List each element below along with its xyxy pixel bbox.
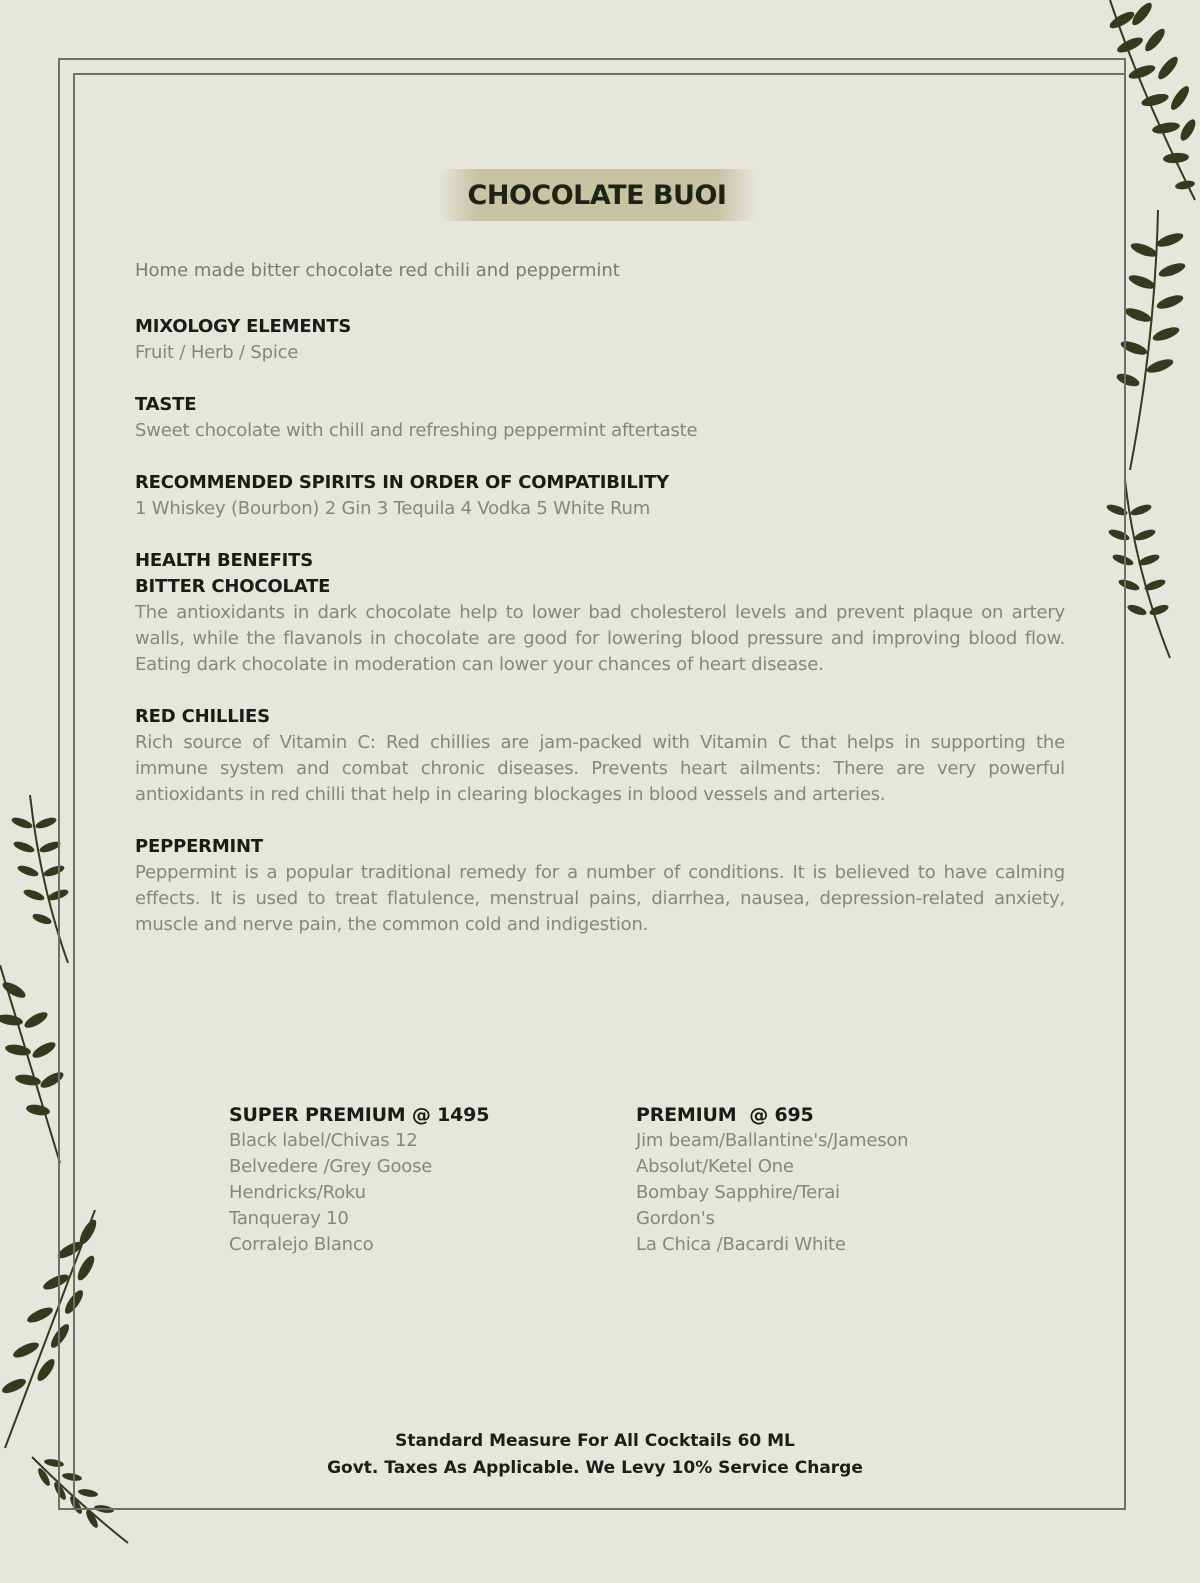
section-taste	[135, 392, 1065, 444]
footer-taxes: Govt. Taxes As Applicable. We Levy 10% Service Charge	[327, 1458, 863, 1478]
section-text: Sweet chocolate with chill and refreshing peppermint aftertaste	[135, 420, 698, 441]
subsection-text: Rich source of Vitamin C: Red chillies are jam-packed with Vitamin C that helps in supporting the immune system and combat chronic diseases. Prevents heart ailments: There are very powerful antioxidants in red chilli that help in clearing blockages in blood vessels and arteries.	[135, 732, 1065, 805]
footer	[0, 1428, 1190, 1482]
health-heading: HEALTH BENEFITS	[135, 550, 314, 571]
price-heading: PREMIUM @ 695	[636, 1104, 814, 1126]
price-item: La Chica /Bacardi White	[636, 1234, 846, 1255]
price-item: Tanqueray 10	[229, 1208, 349, 1229]
price-item: Black label/Chivas 12	[229, 1130, 418, 1151]
section-health-peppermint	[135, 834, 1065, 938]
section-health-chillies	[135, 704, 1065, 808]
price-item: Corralejo Blanco	[229, 1234, 374, 1255]
section-text: 1 Whiskey (Bourbon) 2 Gin 3 Tequila 4 Vodka 5 White Rum	[135, 498, 651, 519]
price-item: Absolut/Ketel One	[636, 1156, 794, 1177]
subsection-heading: RED CHILLIES	[135, 706, 270, 727]
price-item: Gordon's	[636, 1208, 715, 1229]
subsection-text: The antioxidants in dark chocolate help to lower bad cholesterol levels and prevent plaque on artery walls, while the flavanols in chocolate are good for lowering blood pressure and improving blood flow. Eating dark chocolate in moderation can lower your chances of heart disease.	[135, 602, 1065, 675]
section-heading: RECOMMENDED SPIRITS IN ORDER OF COMPATIBILITY	[135, 472, 670, 493]
title-band	[438, 169, 756, 221]
premium-column	[636, 1102, 996, 1258]
page-title: CHOCOLATE BUOI	[467, 179, 727, 211]
footer-measure: Standard Measure For All Cocktails 60 ML	[395, 1431, 795, 1451]
subsection-heading: BITTER CHOCOLATE	[135, 576, 331, 597]
section-heading: TASTE	[135, 394, 197, 415]
price-item: Hendricks/Roku	[229, 1182, 366, 1203]
content	[135, 258, 1065, 964]
subsection-text: Peppermint is a popular traditional remedy for a number of conditions. It is believed to have calming effects. It is used to treat flatulence, menstrual pains, diarrhea, nausea, depression-related anxiety, muscle and nerve pain, the common cold and indigestion.	[135, 862, 1065, 935]
price-item: Belvedere /Grey Goose	[229, 1156, 433, 1177]
super-premium-column	[229, 1102, 589, 1258]
section-text: Fruit / Herb / Spice	[135, 342, 299, 363]
subsection-heading: PEPPERMINT	[135, 836, 263, 857]
section-spirits	[135, 470, 1065, 522]
price-item: Bombay Sapphire/Terai	[636, 1182, 840, 1203]
price-item: Jim beam/Ballantine's/Jameson	[636, 1130, 909, 1151]
section-health-chocolate	[135, 548, 1065, 678]
section-heading: MIXOLOGY ELEMENTS	[135, 316, 352, 337]
description: Home made bitter chocolate red chili and peppermint	[135, 260, 620, 281]
section-mixology	[135, 314, 1065, 366]
price-heading: SUPER PREMIUM @ 1495	[229, 1104, 490, 1126]
